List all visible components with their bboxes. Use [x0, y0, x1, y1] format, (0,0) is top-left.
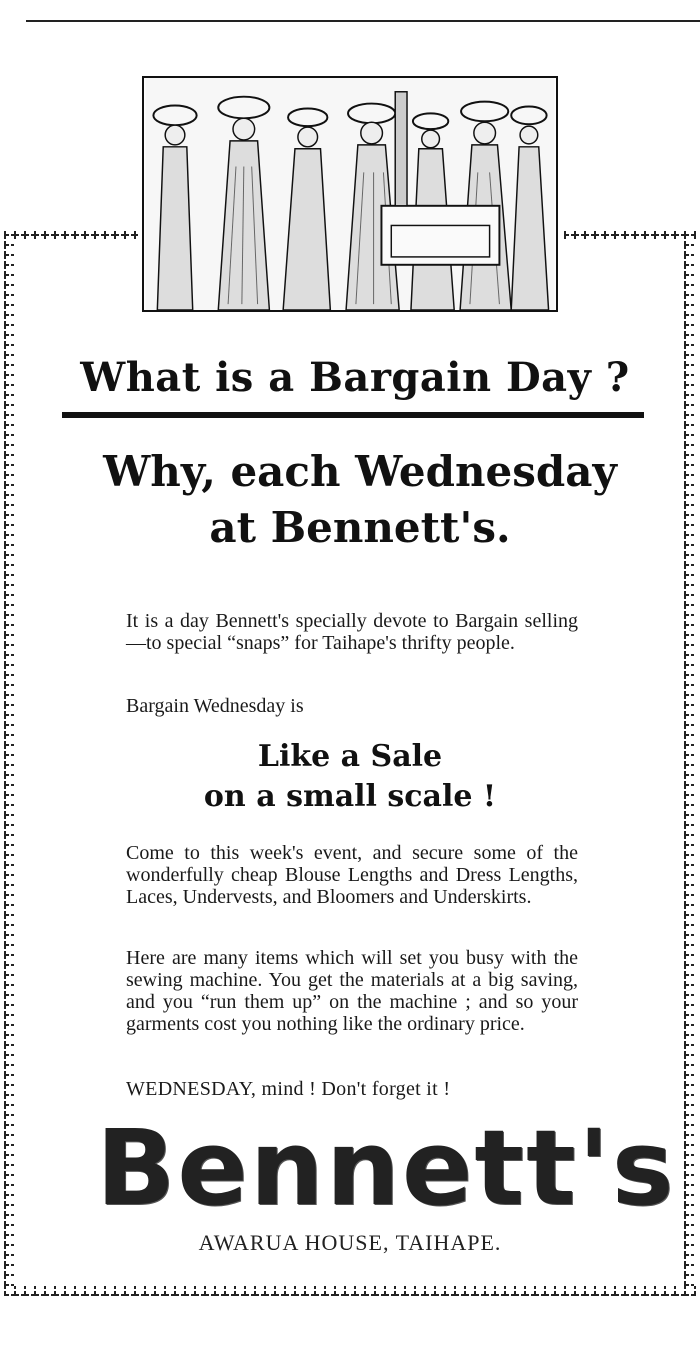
paragraph-bargain-wednesday: Bargain Wednesday is [126, 695, 304, 717]
headline-rule [62, 412, 644, 418]
paragraph-intro: It is a day Bennett's specially devote to Bargain selling—to special “snaps” for Taihape's thrifty people. [126, 610, 578, 654]
subhead [80, 444, 640, 556]
women-shopping-illustration-icon [144, 78, 556, 310]
top-rule [26, 20, 700, 22]
subhead-line-2: at Bennett's. [209, 503, 511, 552]
shoppers-illustration [142, 76, 558, 312]
sale-line-2: on a small scale ! [203, 779, 497, 814]
sale-line-1: Like a Sale [257, 739, 443, 774]
subhead-line-1: Why, each Wednesday [103, 447, 617, 496]
paragraph-reminder: WEDNESDAY, mind ! Don't forget it ! [126, 1078, 451, 1100]
store-address: AWARUA HOUSE, TAIHAPE. [198, 1230, 502, 1255]
paragraph-sewing: Here are many items which will set you busy with the sewing machine. You get the materials at a big saving, and you “run them up” on the machine ; and so your garments cost you nothing like the ordinary price. [126, 947, 578, 1035]
paragraph-event: Come to this week's event, and secure some of the wonderfully cheap Blouse Lengths and Dress Lengths, Laces, Undervests, and Bloomers and Underskirts. [126, 842, 578, 908]
sale-heading [140, 737, 560, 817]
headline: What is a Bargain Day ? [80, 354, 630, 401]
brand-name: Bennett's [96, 1107, 676, 1229]
